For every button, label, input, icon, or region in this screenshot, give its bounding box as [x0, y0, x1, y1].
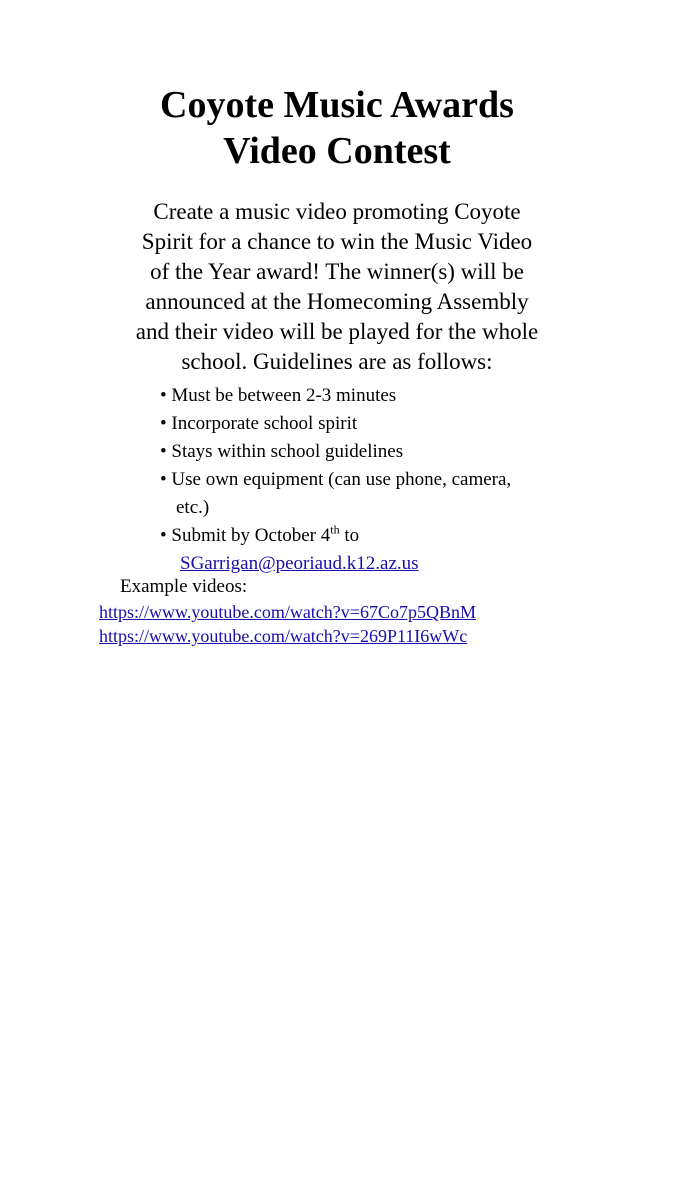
page-title-line-1: Coyote Music Awards — [160, 84, 514, 126]
intro-line: and their video will be played for the whole — [135, 319, 539, 344]
guideline-item — [160, 410, 511, 438]
guideline-item-submit — [160, 522, 511, 550]
email-link[interactable]: SGarrigan@peoriaud.k12.az.us — [180, 553, 419, 574]
example-videos-label: Example videos: — [120, 576, 248, 597]
intro-paragraph — [0, 197, 674, 377]
guideline-item — [160, 438, 511, 466]
submit-text: Submit by October 4 — [171, 525, 331, 546]
intro-line: Spirit for a chance to win the Music Video — [141, 229, 533, 254]
guideline-item — [160, 382, 511, 410]
bullet-icon: • — [160, 469, 167, 490]
bullet-icon: • — [160, 525, 167, 546]
youtube-link-1[interactable]: https://www.youtube.com/watch?v=67Co7p5QBnM — [99, 602, 476, 622]
submit-text-suffix: to — [339, 525, 360, 546]
guideline-item — [160, 466, 511, 494]
guideline-text: Stays within school guidelines — [171, 441, 404, 462]
guideline-item-continuation — [160, 494, 511, 522]
intro-line: Create a music video promoting Coyote — [153, 199, 521, 224]
page-title-line-2: Video Contest — [223, 130, 451, 172]
intro-line: of the Year award! The winner(s) will be — [150, 259, 524, 284]
bullet-icon: • — [160, 441, 167, 462]
intro-line: school. Guidelines are as follows: — [181, 349, 493, 374]
bullet-icon: • — [160, 413, 167, 434]
bullet-icon: • — [160, 385, 167, 406]
guideline-text: Incorporate school spirit — [171, 413, 358, 434]
guideline-text: Use own equipment (can use phone, camera, — [171, 469, 512, 490]
ordinal-suffix: th — [330, 522, 340, 537]
intro-line: announced at the Homecoming Assembly — [145, 289, 529, 314]
guideline-text: Must be between 2-3 minutes — [171, 385, 397, 406]
guideline-text: etc.) — [176, 497, 210, 518]
guidelines-list — [160, 382, 511, 578]
youtube-link-2[interactable]: https://www.youtube.com/watch?v=269P11I6wWc — [99, 626, 468, 646]
